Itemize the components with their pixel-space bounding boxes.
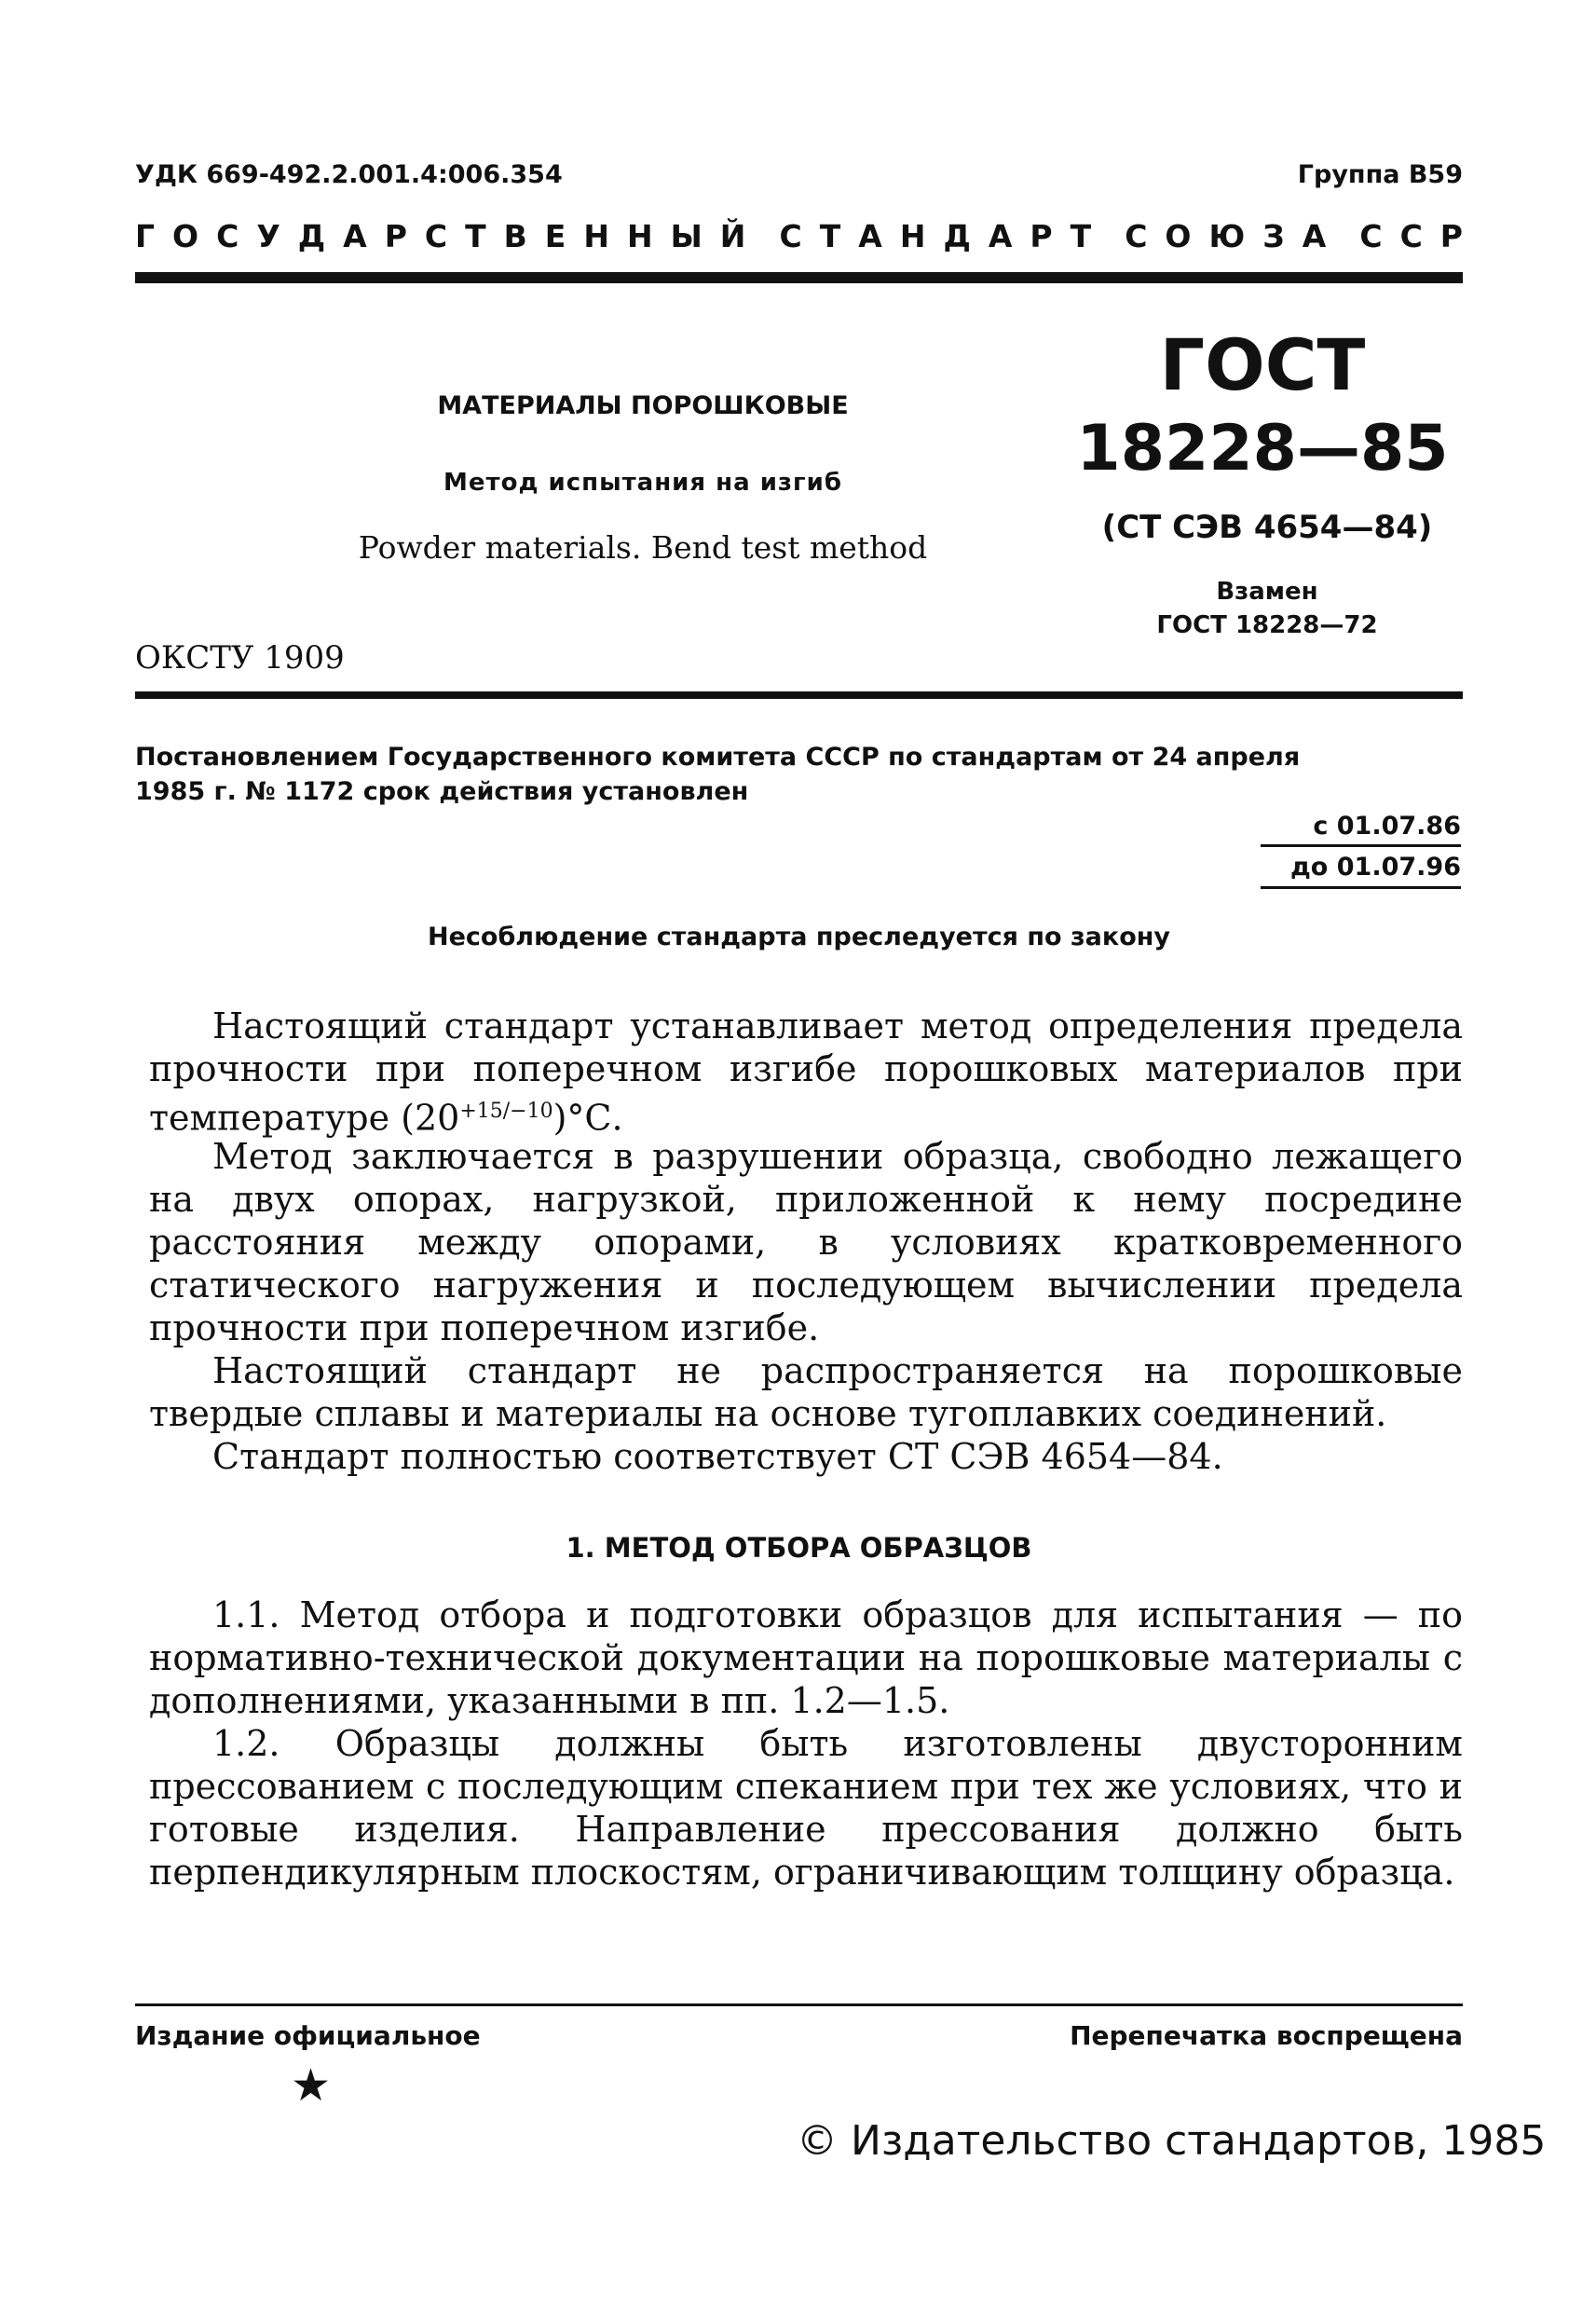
band-letter: Ю (1208, 218, 1246, 254)
band-letter: Р (384, 218, 407, 254)
band-letter: В (503, 218, 527, 254)
header-thick-rule (135, 272, 1463, 283)
group-code: Группа В59 (1297, 160, 1463, 189)
band-letter: А (858, 218, 882, 254)
valid-to: до 01.07.96 (1290, 853, 1461, 882)
gost-label: ГОСТ (1159, 323, 1366, 406)
section-1-heading: 1. МЕТОД ОТБОРА ОБРАЗЦОВ (566, 1532, 1032, 1564)
gost-number: 18228—85 (1076, 412, 1449, 485)
band-letter: Д (297, 218, 326, 254)
valid-to-underline (1261, 886, 1461, 889)
band-letter: Г (135, 218, 156, 254)
title-ru: МАТЕРИАЛЫ ПОРОШКОВЫЕ (437, 391, 849, 420)
band-letter: Н (626, 218, 653, 254)
band-letter: О (1165, 218, 1192, 254)
band-letter: Н (583, 218, 609, 254)
band-letter: Т (465, 218, 486, 254)
band-letter: А (988, 218, 1013, 254)
band-letter: А (1302, 218, 1327, 254)
st-sev-number: (СТ СЭВ 4654—84) (1101, 509, 1433, 546)
publisher-copyright: Издательство стандартов, 1985 (851, 2117, 1547, 2165)
subtitle-ru: Метод испытания на изгиб (443, 469, 842, 497)
title-thick-rule (135, 691, 1463, 699)
decree-line-1: Постановлением Государственного комитета СССР по стандартам от 24 апреля (135, 743, 1301, 772)
decree-line-2: 1985 г. № 1172 срок действия установлен (135, 777, 749, 806)
band-letter: С (1125, 218, 1148, 254)
intro-paragraph-3: Настоящий стандарт не распространяется на порошковые твердые сплавы и материалы на основе тугоплавких соединений. (149, 1350, 1463, 1434)
band-letter: А (343, 218, 367, 254)
valid-from-underline (1261, 844, 1461, 847)
okstu-code: ОКСТУ 1909 (135, 639, 345, 677)
band-word-3 (1125, 218, 1326, 254)
band-letter: С (1359, 218, 1383, 254)
law-warning: Несоблюдение стандарта преследуется по закону (427, 923, 1171, 951)
intro-paragraph-4: Стандарт полностью соответствует СТ СЭВ 4654—84. (212, 1436, 1223, 1477)
band-letter: Т (819, 218, 841, 254)
title-en: Powder materials. Bend test method (358, 529, 928, 566)
band-letter: Ы (670, 218, 703, 254)
band-letter: У (256, 218, 280, 254)
band-letter: С (216, 218, 239, 254)
state-standard-band (135, 218, 1463, 254)
copyright-line (797, 2117, 1546, 2165)
band-letter: З (1262, 218, 1285, 254)
band-letter: Р (1439, 218, 1463, 254)
band-letter: Й (719, 218, 746, 254)
band-letter: О (172, 218, 199, 254)
band-word-4 (1359, 218, 1463, 254)
band-letter: С (424, 218, 448, 254)
header-row (135, 160, 1463, 189)
replaces-label: Взамен (1216, 578, 1318, 606)
valid-from: с 01.07.86 (1313, 812, 1461, 841)
udk-code: УДК 669-492.2.001.4:006.354 (135, 160, 563, 189)
clause-1-2: 1.2. Образцы должны быть изготовлены двусторонним прессованием с последующим спеканием при тех же условиях, что и готовые изделия. Направление прессования должно быть перпендикулярным плоскостям, ограничивающим толщину образца. (149, 1723, 1463, 1893)
footer-row (135, 2020, 1463, 2051)
intro-paragraph-1: Настоящий стандарт устанавливает метод определения предела прочности при поперечном изгибе порошковых материалов при температуре $(20^{+15/-10})^\circ С$. (149, 1005, 1463, 1139)
reprint-prohibited: Перепечатка воспрещена (1070, 2020, 1463, 2051)
temperature-tolerance: +15/−10 (459, 1100, 553, 1123)
band-word-2 (780, 218, 1092, 254)
band-letter: Р (1030, 218, 1053, 254)
footer-rule (135, 2003, 1463, 2006)
official-edition: Издание официальное (135, 2020, 481, 2051)
band-letter: С (779, 218, 802, 254)
band-letter: Е (544, 218, 566, 254)
replaces-value: ГОСТ 18228—72 (1156, 611, 1378, 639)
star-icon: ★ (291, 2059, 332, 2112)
band-letter: С (1399, 218, 1423, 254)
clause-1-1: 1.1. Метод отбора и подготовки образцов для испытания — по нормативно-технической документации на порошковые материалы с дополнениями, указанными в пп. 1.2—1.5. (149, 1594, 1463, 1721)
intro-paragraph-2: Метод заключается в разрушении образца, свободно лежащего на двух опорах, нагрузкой, приложенной к нему посредине расстояния между опорами, в условиях кратковременного статического нагружения и последующем вычислении предела прочности при поперечном изгибе. (149, 1136, 1463, 1348)
band-letter: Т (1070, 218, 1092, 254)
copyright-icon: © (797, 2117, 838, 2165)
band-letter: Н (899, 218, 926, 254)
band-letter: Д (943, 218, 971, 254)
band-word-1 (135, 218, 745, 254)
